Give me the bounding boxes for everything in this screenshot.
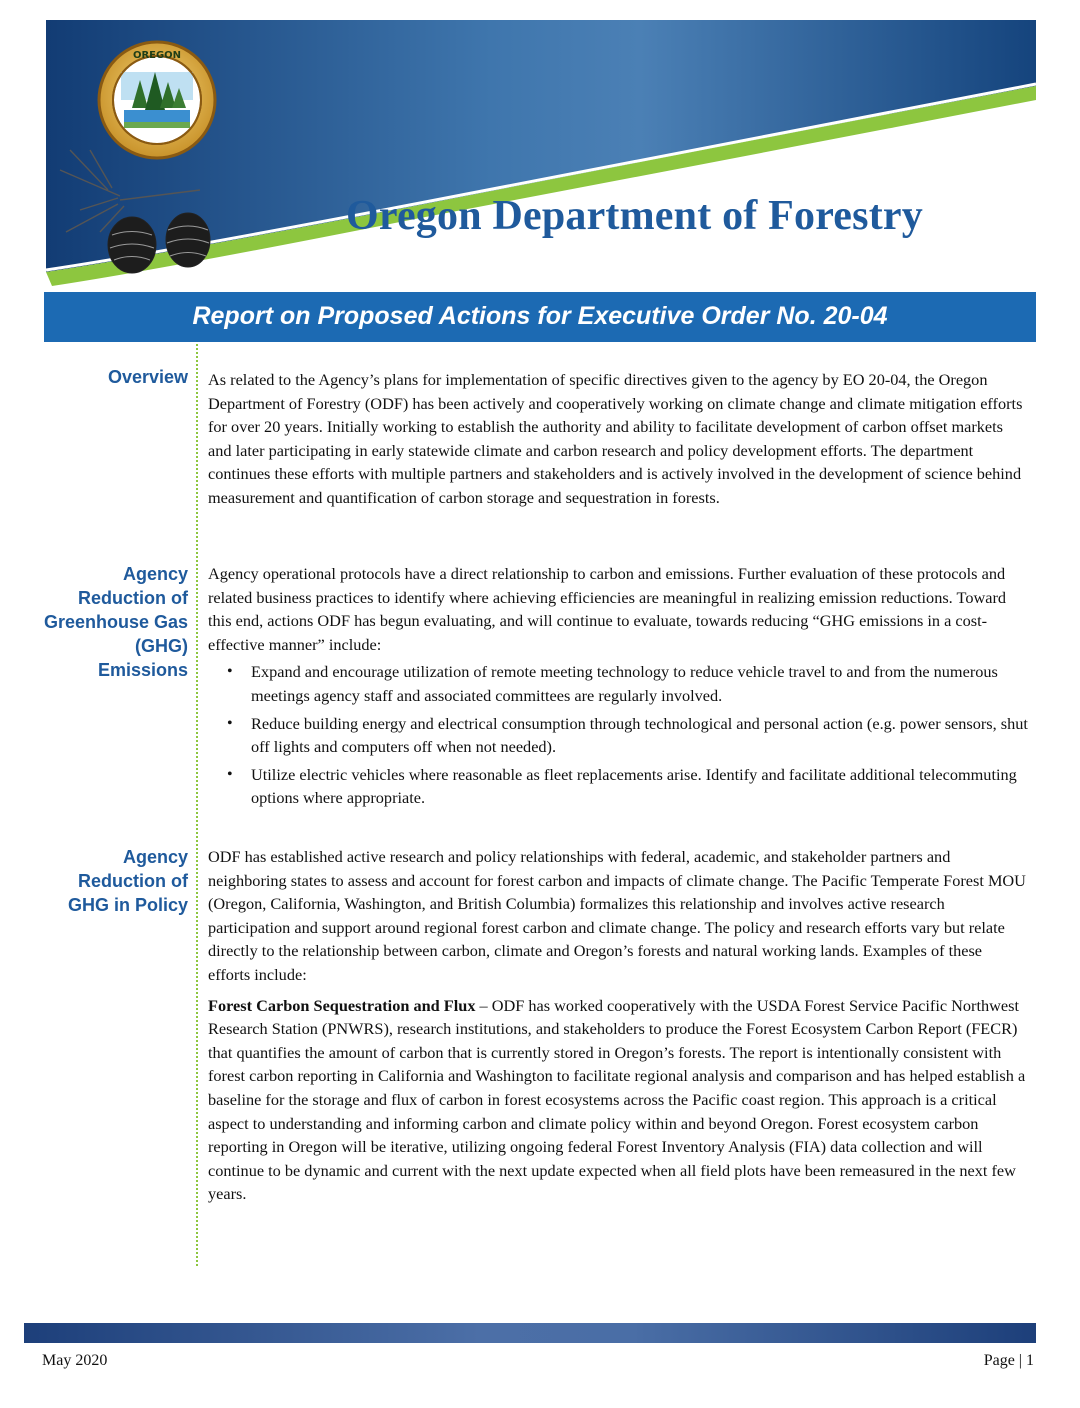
footer-bar — [24, 1323, 1036, 1343]
bullet-list — [208, 660, 1028, 810]
subsection-text: – ODF has worked cooperatively with the USDA Forest Service Pacific Northwest Research Station (PNWRS), research institutions, and stakeholders to produce the Forest Ecosystem Carbon Report (FECR) that quantifies the amount of carbon that is currently stored in Oregon’s forests. The report is intentionally consistent with forest carbon reporting in California and Washington to facilitate regional analysis and comparison and has helped establish a baseline for the storage and flux of carbon in forest ecosystems across the Pacific coast region. This approach is a critical aspect to understanding and informing carbon and climate policy within and beyond Oregon. Forest ecosystem carbon reporting in Oregon will be iterative, utilizing ongoing federal Forest Inventory Analysis (FIA) data collection and will continue to be dynamic and current with the next update expected when all field plots have been remeasured in the next few years. — [208, 995, 1026, 1204]
oregon-seal-icon — [99, 42, 215, 158]
footer-date: May 2020 — [42, 1352, 108, 1369]
list-item: • Utilize electric vehicles where reasonable as fleet replacements arise. Identify and facilitate additional telecommuting options where appropriate. — [208, 763, 1028, 810]
paragraph: As related to the Agency’s plans for implementation of specific directives given to the agency by EO 20-04, the Oregon Department of Forestry (ODF) has been actively and cooperatively working on climate change and climate mitigation efforts for over 20 years. Initially working to establish the authority and ability to facilitate development of carbon offset markets and later participating in early statewide climate and carbon research and policy development efforts. The department continues these efforts with multiple partners and stakeholders and is actively involved in the development of science behind measurement and quantification of carbon storage and sequestration in forests. — [208, 370, 1023, 507]
paragraph: ODF has established active research and policy relationships with federal, academic, and stakeholder partners and neighboring states to assess and account for forest carbon and impacts of climate change. The Pacific Temperate Forest MOU (Oregon, California, Washington, and British Columbia) formalizes this relationship and involves active research participation and support around regional forest carbon and climate change. The policy and research efforts vary but relate directly to the relationship between carbon, climate and Oregon’s forests and natural working lands. Examples of these efforts include: — [208, 847, 1026, 984]
list-item: • Expand and encourage utilization of remote meeting technology to reduce vehicle travel to and from the numerous meetings agency staff and associated committees are regularly involved. — [208, 660, 1028, 707]
report-banner — [44, 292, 1036, 342]
section-body — [208, 845, 1028, 1206]
paragraph: Agency operational protocols have a direct relationship to carbon and emissions. Further evaluation of these protocols and related business practices to identify where achieving efficiencies are meaningful in realizing emission reductions. Toward this end, actions ODF has begun evaluating, and will continue to evaluate, towards reducing “GHG emissions in a cost-effective manner” include: — [208, 564, 1007, 654]
section-body — [208, 368, 1028, 510]
section-label: Agency Reduction of Greenhouse Gas (GHG) Emissions — [43, 564, 188, 680]
page-header — [0, 0, 1080, 300]
section-label: Overview — [107, 367, 188, 387]
header-graphic — [0, 0, 1080, 300]
page-number: Page | 1 — [983, 1352, 1034, 1369]
report-banner-text: Report on Proposed Actions for Executive Order No. 20-04 — [192, 301, 888, 330]
section-body — [208, 562, 1028, 810]
subsection-paragraph — [208, 994, 1028, 1206]
svg-text:OREGON: OREGON — [132, 50, 182, 61]
column-divider — [196, 344, 198, 1266]
list-item: • Reduce building energy and electrical consumption through technological and personal action (e.g. power sensors, shut off lights and computers off when not needed). — [208, 712, 1028, 759]
document-title: Oregon Department of Forestry — [346, 193, 923, 239]
subsection-heading: Forest Carbon Sequestration and Flux — [208, 995, 476, 1015]
section-label: Agency Reduction of GHG in Policy — [67, 847, 188, 915]
